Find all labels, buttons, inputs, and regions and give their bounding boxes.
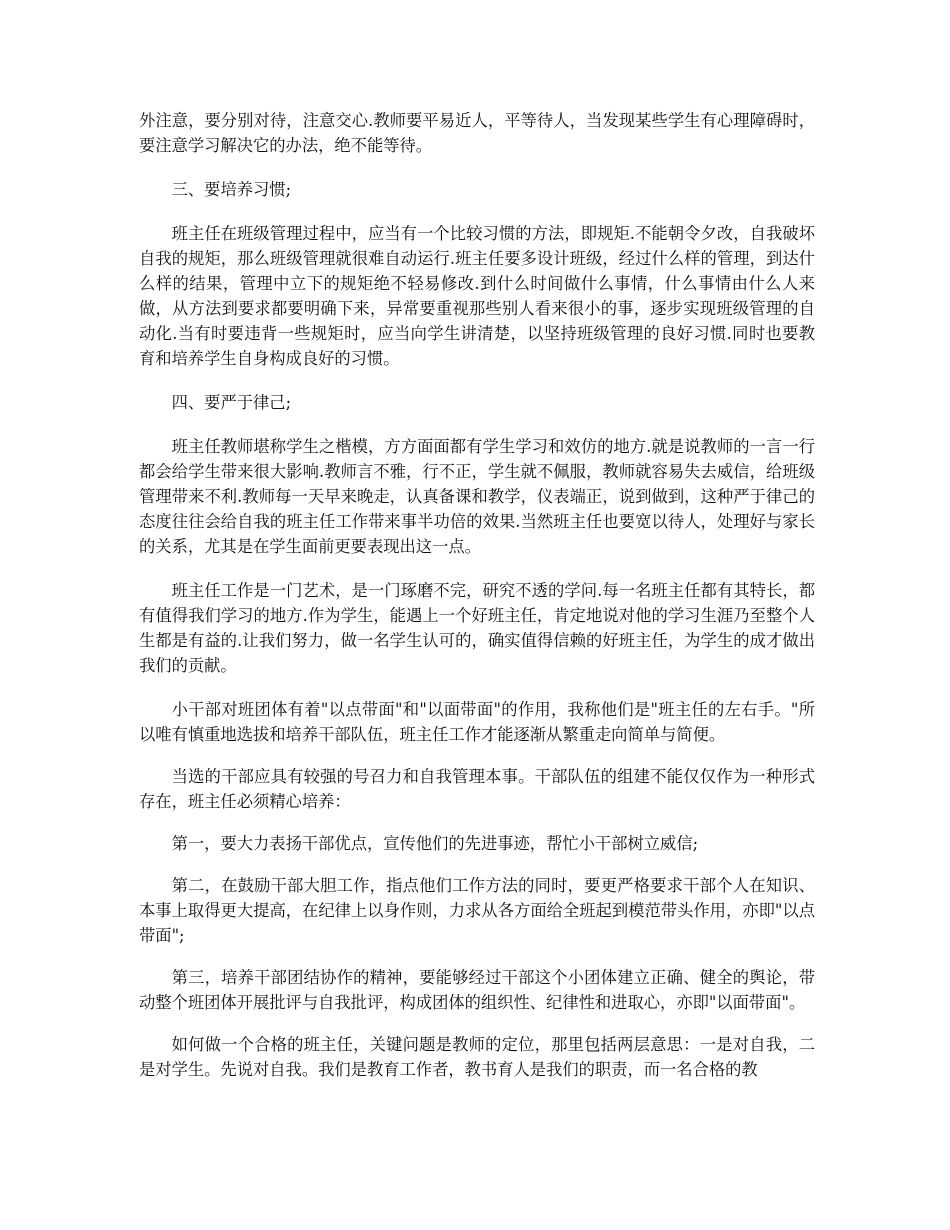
document-page [139, 108, 815, 1101]
paragraph-class-cadres: 小干部对班团体有着"以点带面"和"以面带面"的作用，我称他们是"班主任的左右手。"所以唯有慎重地选拔和培养干部队伍，班主任工作才能逐渐从繁重走向简单与简便。 [139, 700, 815, 744]
paragraph-habits: 班主任在班级管理过程中，应当有一个比较习惯的方法，即规矩.不能朝令夕改，自我破坏自我的规矩，那么班级管理就很难自动运行.班主任要多设计班级，经过什么样的管理，到达什么样的结果，管理中立下的规矩绝不轻易修改.到什么时间做什么事情，什么事情由什么人来做，从方法到要求都要明确下来，异常要重视那些别人看来很小的事，逐步实现班级管理的自动化.当有时要违背一些规矩时，应当向学生讲清楚，以坚持班级管理的良好习惯.同时也要教育和培养学生自身构成良好的习惯。 [139, 224, 815, 368]
paragraph-qualified-teacher: 如何做一个合格的班主任，关键问题是教师的定位，那里包括两层意思：一是对自我，二是对学生。先说对自我。我们是教育工作者，教书育人是我们的职责，而一名合格的教 [139, 1035, 815, 1079]
paragraph-third-point: 第三，培养干部团结协作的精神，要能够经过干部这个小团体建立正确、健全的舆论，带动整个班团体开展批评与自我批评，构成团体的组织性、纪律性和进取心，亦即"以面带面"。 [139, 968, 815, 1012]
paragraph-art-of-teaching: 班主任工作是一门艺术，是一门琢磨不完，研究不透的学问.每一名班主任都有其特长，都有值得我们学习的地方.作为学生，能遇上一个好班主任，肯定地说对他的学习生涯乃至整个人生都是有益的.让我们努力，做一名学生认可的，确实值得信赖的好班主任，为学生的成才做出我们的贡献。 [139, 581, 815, 675]
paragraph-continuation: 外注意，要分别对待，注意交心.教师要平易近人，平等待人，当发现某些学生有心理障碍时，要注意学习解决它的办法，绝不能等待。 [139, 111, 815, 155]
paragraph-first-point: 第一，要大力表扬干部优点，宣传他们的先进事迹，帮忙小干部树立威信; [171, 834, 699, 853]
paragraph-cadre-selection: 当选的干部应具有较强的号召力和自我管理本事。干部队伍的组建不能仅仅作为一种形式存在，班主任必须精心培养： [139, 767, 815, 811]
section-heading-self-discipline: 四、要严于律己; [171, 393, 292, 412]
paragraph-second-point: 第二，在鼓励干部大胆工作，指点他们工作方法的同时，要更严格要求干部个人在知识、本事上取得更大提高，在纪律上以身作则，力求从各方面给全班起到模范带头作用，亦即"以点带面"; [139, 876, 815, 945]
paragraph-self-discipline: 班主任教师堪称学生之楷模，方方面面都有学生学习和效仿的地方.就是说教师的一言一行都会给学生带来很大影响.教师言不雅，行不正，学生就不佩服，教师就容易失去威信，给班级管理带来不利.教师每一天早来晚走，认真备课和教学，仪表端正，说到做到，这种严于律己的态度往往会给自我的班主任工作带来事半功倍的效果.当然班主任也要宽以待人，处理好与家长的关系，尤其是在学生面前更要表现出这一点。 [139, 437, 815, 556]
section-heading-habits: 三、要培养习惯; [171, 180, 292, 199]
